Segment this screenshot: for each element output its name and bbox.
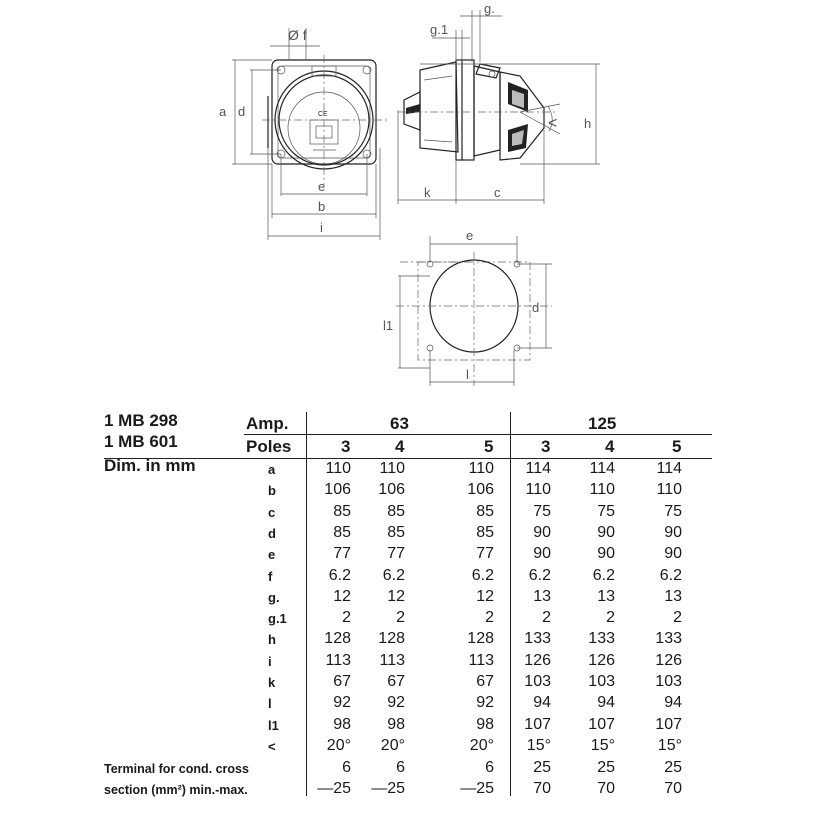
table-cell: 110	[525, 481, 551, 499]
table-cell: 133	[524, 630, 551, 648]
terminal-min: 6	[396, 759, 405, 776]
table-cell: 94	[533, 694, 551, 712]
terminal-min: 25	[597, 759, 615, 776]
row-label: g.1	[268, 611, 287, 627]
table-cell: 20°	[326, 736, 351, 754]
table-cell: 15°	[526, 736, 551, 754]
model-1: 1 MB 298	[104, 411, 178, 430]
table-cell: 6.2	[528, 566, 551, 584]
table-cell: 90	[597, 545, 615, 563]
model-2: 1 MB 601	[104, 432, 178, 451]
ce-mark: CE	[318, 111, 328, 118]
table-cell: 13	[664, 587, 682, 605]
table-cell: 2	[396, 609, 405, 627]
svg-text:g.1: g.1	[430, 22, 449, 37]
amp-group-63: 63	[390, 414, 409, 433]
table-cell: 15°	[590, 736, 615, 754]
table-cell: 110	[656, 481, 682, 499]
table-cell: 110	[589, 481, 615, 499]
terminal-max: 70	[533, 780, 551, 797]
table-cell: 107	[588, 715, 615, 733]
terminal-max: —25	[460, 780, 494, 797]
svg-text:d: d	[532, 300, 540, 315]
svg-text:g.: g.	[484, 1, 495, 16]
row-label: e	[268, 547, 276, 563]
table-cell: 85	[387, 523, 405, 541]
table-cell: 85	[476, 523, 494, 541]
rule-amp	[244, 434, 712, 435]
row-label: k	[268, 675, 276, 690]
table-cell: 77	[387, 545, 405, 563]
svg-text:i: i	[320, 220, 323, 235]
table-cell: 15°	[657, 736, 682, 754]
row-label: b	[268, 483, 276, 499]
table-cell: 2	[342, 609, 351, 627]
table-cell: 77	[476, 545, 494, 563]
amp-label: Amp.	[246, 414, 289, 433]
rule-poles	[104, 458, 712, 459]
side-dimensions	[398, 1, 600, 204]
table-cell: 98	[387, 715, 405, 733]
row-label: <	[268, 738, 276, 754]
table-cell: 92	[476, 694, 494, 712]
terminal-max: 70	[597, 780, 615, 797]
table-cell: 126	[588, 651, 615, 669]
table-cell: 110	[325, 460, 351, 477]
table-cell: 90	[597, 523, 615, 541]
table-cell: 6.2	[382, 566, 405, 584]
table-cell: 103	[588, 673, 615, 690]
table-cell: 128	[378, 630, 405, 648]
table-cell: 106	[378, 481, 405, 499]
table-cell: 106	[467, 481, 494, 499]
table-cell: 20°	[380, 736, 405, 754]
table-cell: 75	[597, 502, 615, 520]
table-cell: 110	[468, 460, 494, 477]
table-cell: 103	[524, 673, 551, 690]
table-cell: 13	[597, 587, 615, 605]
table-cell: 6.2	[471, 566, 494, 584]
terminal-max: —25	[371, 780, 405, 797]
table-cell: 113	[325, 651, 351, 669]
table-cell: 2	[542, 609, 551, 627]
row-label: c	[268, 504, 276, 520]
table-cell: 85	[333, 523, 351, 541]
table-cell: 128	[467, 630, 494, 648]
table-cell: 12	[476, 587, 494, 605]
row-label: h	[268, 632, 276, 648]
poles-header: 4	[395, 437, 405, 456]
table-cell: 114	[525, 460, 551, 477]
table-cell: 110	[379, 460, 405, 477]
table-cell: 2	[673, 609, 682, 627]
table-cell: 126	[524, 651, 551, 669]
row-label: l1	[268, 717, 279, 733]
terminal-min: 6	[485, 759, 494, 776]
table-cell: 75	[533, 502, 551, 520]
row-label: i	[268, 653, 272, 669]
front-dimensions	[219, 27, 380, 240]
table-cell: 128	[324, 630, 351, 648]
row-label: a	[268, 462, 276, 477]
table-cell: 94	[597, 694, 615, 712]
row-label: g.	[268, 589, 280, 605]
table-cell: 85	[387, 502, 405, 520]
table-cell: 85	[476, 502, 494, 520]
svg-text:d: d	[238, 104, 246, 119]
table-cell: 12	[387, 587, 405, 605]
table-cell: 13	[533, 587, 551, 605]
amp-group-125: 125	[588, 414, 617, 433]
table-cell: 67	[476, 673, 494, 690]
terminal-max: —25	[317, 780, 351, 797]
table-cell: 114	[589, 460, 615, 477]
terminal-label-1: Terminal for cond. cross	[104, 762, 249, 776]
table-cell: 126	[655, 651, 682, 669]
svg-text:h: h	[584, 116, 592, 131]
terminal-label-2: section (mm²) min.-max.	[104, 783, 248, 797]
table-cell: 114	[656, 460, 682, 477]
table-cell: 98	[476, 715, 494, 733]
table-cell: 107	[655, 715, 682, 733]
svg-text:<: <	[548, 115, 558, 132]
dimension-drawing	[0, 0, 820, 400]
table-cell: 20°	[469, 736, 494, 754]
table-cell: 113	[468, 651, 494, 669]
table-cell: 67	[333, 673, 351, 690]
table-cell: 98	[333, 715, 351, 733]
row-label: f	[268, 568, 273, 584]
poles-header: 3	[341, 437, 351, 456]
terminal-max: 70	[664, 780, 682, 797]
svg-text:e: e	[466, 228, 474, 243]
table-cell: 106	[324, 481, 351, 499]
poles-header: 5	[672, 437, 682, 456]
svg-text:Ø f: Ø f	[288, 27, 307, 43]
dim-label: Dim. in mm	[104, 456, 196, 475]
table-cell: 6.2	[592, 566, 615, 584]
table-cell: 94	[664, 694, 682, 712]
table-cell: 133	[588, 630, 615, 648]
table-cell: 2	[485, 609, 494, 627]
table-cell: 113	[379, 651, 405, 669]
svg-text:l: l	[466, 367, 469, 382]
table-cell: 90	[664, 545, 682, 563]
svg-text:e: e	[318, 179, 326, 194]
table-cell: 133	[655, 630, 682, 648]
terminal-min: 6	[342, 759, 351, 776]
row-label: d	[268, 525, 276, 541]
svg-text:l1: l1	[383, 318, 394, 333]
row-label: l	[268, 696, 272, 712]
table-cell: 92	[387, 694, 405, 712]
side-view	[398, 60, 556, 160]
table-cell: 90	[533, 545, 551, 563]
table-cell: 2	[606, 609, 615, 627]
svg-text:c: c	[494, 185, 501, 200]
terminal-min: 25	[533, 759, 551, 776]
table-cell: 107	[524, 715, 551, 733]
terminal-min: 25	[664, 759, 682, 776]
cutout-view	[396, 252, 552, 386]
svg-text:k: k	[424, 185, 431, 200]
svg-text:b: b	[318, 199, 326, 214]
table-cell: 12	[333, 587, 351, 605]
table-cell: 92	[333, 694, 351, 712]
poles-header: 3	[541, 437, 551, 456]
table-cell: 75	[664, 502, 682, 520]
table-cell: 6.2	[328, 566, 351, 584]
svg-text:a: a	[219, 104, 227, 119]
table-cell: 85	[333, 502, 351, 520]
poles-header: 5	[484, 437, 494, 456]
cutout-dimensions	[383, 228, 552, 386]
table-cell: 77	[333, 545, 351, 563]
table-cell: 90	[533, 523, 551, 541]
poles-header: 4	[605, 437, 615, 456]
table-cell: 90	[664, 523, 682, 541]
poles-label: Poles	[246, 437, 292, 456]
table-cell: 6.2	[659, 566, 682, 584]
table-cell: 103	[655, 673, 682, 690]
table-cell: 67	[387, 673, 405, 690]
